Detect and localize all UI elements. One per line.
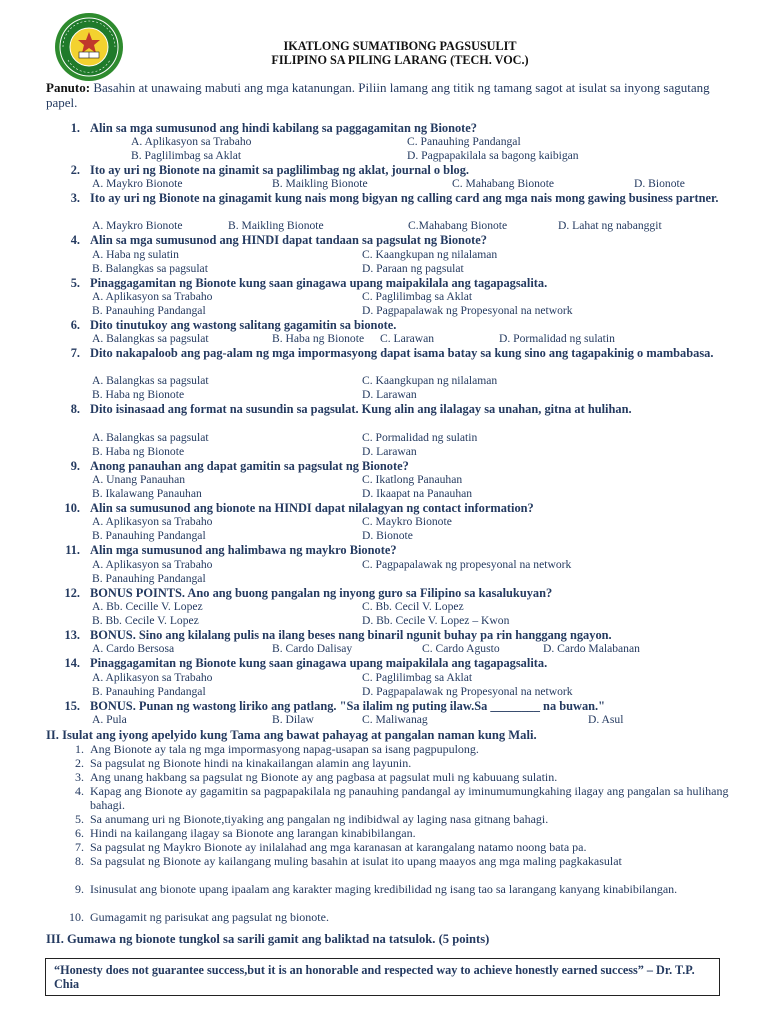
answer-option: A. Balangkas sa pagsulat: [92, 332, 209, 345]
answer-option: D. Bionote: [362, 529, 413, 542]
directions-label: Panuto:: [46, 80, 91, 95]
question-number: 11.: [65, 543, 80, 557]
answer-option: C. Bb. Cecil V. Lopez: [362, 600, 464, 613]
answer-option: C. Kaangkupan ng nilalaman: [362, 374, 498, 387]
answer-option: D. Bb. Cecile V. Lopez – Kwon: [362, 614, 510, 627]
answer-option: B. Bb. Cecile V. Lopez: [92, 614, 199, 627]
question-number: 4.: [70, 233, 80, 247]
question-stem: Alin sa mga sumusunod ang HINDI dapat tandaan sa pagsulat ng Bionote?: [90, 233, 487, 247]
answer-option: A. Balangkas sa pagsulat: [92, 431, 209, 444]
answer-option: D. Lahat ng nabanggit: [558, 219, 662, 232]
answer-option: C. Pagpapalawak ng propesyonal na network: [362, 558, 572, 571]
statement-text: Hindi na kailangang ilagay sa Bionote ang larangan kinabibilangan.: [90, 826, 416, 840]
answer-option: A. Aplikasyon sa Trabaho: [92, 515, 213, 528]
answer-option: A. Bb. Cecille V. Lopez: [92, 600, 203, 613]
answer-option: C. Panauhing Pandangal: [407, 135, 521, 148]
directions: [46, 80, 736, 110]
answer-option: A. Maykro Bionote: [92, 177, 183, 190]
section-3-heading: III. Gumawa ng bionote tungkol sa sarili gamit ang baliktad na tatsulok. (5 points): [46, 932, 490, 946]
directions-text: Basahin at unawaing mabuti ang mga katanungan. Piliin lamang ang titik ng tamang sagot at isulat sa inyong sagutang papel.: [46, 80, 710, 110]
section-2-heading: II. Isulat ang iyong apelyido kung Tama ang bawat pahayag at pangalan naman kung Mali.: [46, 728, 537, 742]
answer-option: D. Asul: [588, 713, 624, 726]
exam-title: IKATLONG SUMATIBONG PAGSUSULIT: [283, 39, 517, 53]
question-stem: Alin mga sumusunod ang halimbawa ng maykro Bionote?: [90, 543, 397, 557]
question-stem: Ito ay uri ng Bionote na ginagamit kung nais mong bigyan ng calling card ang mga nais mong gawing business partner.: [90, 191, 719, 205]
answer-option: A. Aplikasyon sa Trabaho: [92, 290, 213, 303]
answer-option: B. Panauhing Pandangal: [92, 529, 206, 542]
answer-option: A. Aplikasyon sa Trabaho: [92, 558, 213, 571]
statement-text: Sa pagsulat ng Bionote hindi na kinakailangan alamin ang layunin.: [90, 756, 412, 770]
question-stem: Pinaggagamitan ng Bionote kung saan ginagawa upang maipakilala ang tagapagsalita.: [90, 276, 548, 290]
question-stem: Pinaggagamitan ng Bionote kung saan ginagawa upang maipakilala ang tagapagsalita.: [90, 656, 548, 670]
statement-text: Ang Bionote ay tala ng mga impormasyong napag-usapan sa isang pagpupulong.: [90, 742, 479, 756]
question-number: 7.: [70, 346, 80, 360]
school-logo: [54, 12, 124, 82]
question-number: 10.: [64, 501, 80, 515]
answer-option: C. Mahabang Bionote: [452, 177, 555, 190]
answer-option: A. Haba ng sulatin: [92, 248, 179, 261]
answer-option: D. Larawan: [362, 388, 417, 401]
school-seal-icon: [54, 12, 124, 82]
statement-text: Isinusulat ang bionote upang ipaalam ang karakter maging kredibilidad ng isang tao sa larangang kanyang kinabibilangan.: [90, 882, 678, 896]
answer-option: A. Balangkas sa pagsulat: [92, 374, 209, 387]
statement-text: Sa anumang uri ng Bionote,tiyaking ang pangalan ng indibidwal ay laging nasa gitnang bahagi.: [90, 812, 549, 826]
answer-option: A. Maykro Bionote: [92, 219, 183, 232]
answer-option: B. Ikalawang Panauhan: [92, 487, 202, 500]
question-stem: Alin sa sumusunod ang bionote na HINDI dapat nilalagyan ng contact information?: [90, 501, 534, 515]
question-stem: Alin sa mga sumusunod ang hindi kabilang sa paggagamitan ng Bionote?: [90, 121, 477, 135]
statement-number: 7.: [75, 840, 84, 854]
answer-option: B. Haba ng Bionote: [272, 332, 365, 345]
answer-option: C. Paglilimbag sa Aklat: [362, 671, 473, 684]
answer-option: D. Paraan ng pagsulat: [362, 262, 464, 275]
answer-option: D. Pagpapalawak ng Propesyonal na network: [362, 685, 573, 698]
answer-option: A. Cardo Bersosa: [92, 642, 175, 655]
answer-option: D. Pagpapakilala sa bagong kaibigan: [407, 149, 579, 162]
statement-text: Sa pagsulat ng Bionote ay kailangang muling basahin at isulat ito upang maayos ang mga maling pagkakasulat: [90, 854, 622, 868]
answer-option: B. Cardo Dalisay: [272, 642, 353, 655]
exam-header: [200, 40, 600, 67]
statement-text: Gumagamit ng parisukat ang pagsulat ng bionote.: [90, 910, 329, 924]
statement-text: Ang unang hakbang sa pagsulat ng Bionote ay ang pagbasa at pagsulat muli ng kabuuang sulatin.: [90, 770, 558, 784]
question-number: 9.: [70, 459, 80, 473]
answer-option: B. Balangkas sa pagsulat: [92, 262, 208, 275]
statement-number: 3.: [75, 770, 84, 784]
answer-option: C. Maykro Bionote: [362, 515, 452, 528]
question-number: 15.: [64, 699, 80, 713]
statement-number: 5.: [75, 812, 84, 826]
question-stem: BONUS POINTS. Ano ang buong pangalan ng inyong guro sa Filipino sa kasalukuyan?: [90, 586, 553, 600]
question-number: 13.: [64, 628, 80, 642]
answer-option: D. Cardo Malabanan: [543, 642, 640, 655]
statement-number: 10.: [69, 910, 84, 924]
answer-option: A. Unang Panauhan: [92, 473, 186, 486]
answer-option: C.Mahabang Bionote: [408, 219, 508, 232]
question-number: 6.: [70, 318, 80, 332]
answer-option: D. Pagpapalawak ng Propesyonal na network: [362, 304, 573, 317]
exam-subtitle: FILIPINO SA PILING LARANG (TECH. VOC.): [271, 52, 529, 67]
answer-option: D. Pormalidad ng sulatin: [499, 332, 615, 345]
answer-option: C. Kaangkupan ng nilalaman: [362, 248, 498, 261]
answer-option: B. Haba ng Bionote: [92, 388, 185, 401]
question-number: 8.: [70, 402, 80, 416]
answer-option: B. Paglilimbag sa Aklat: [131, 149, 242, 162]
answer-option: D. Ikaapat na Panauhan: [362, 487, 473, 500]
question-number: 14.: [64, 656, 80, 670]
answer-option: B. Haba ng Bionote: [92, 445, 185, 458]
question-number: 5.: [70, 276, 80, 290]
question-stem: BONUS. Sino ang kilalang pulis na ilang beses nang binaril ngunit buhay pa rin hanggang ngayon.: [90, 628, 612, 642]
answer-option: A. Pula: [92, 713, 127, 726]
statement-number: 4.: [75, 784, 84, 798]
question-number: 3.: [70, 191, 80, 205]
answer-option: B. Panauhing Pandangal: [92, 304, 206, 317]
quote-box: [45, 958, 720, 996]
question-stem: Dito isinasaad ang format na susundin sa pagsulat. Kung alin ang ilalagay sa unahan, gitna at hulihan.: [90, 402, 632, 416]
answer-option: B. Panauhing Pandangal: [92, 685, 206, 698]
statement-number: 2.: [75, 756, 84, 770]
statement-number: 1.: [75, 742, 84, 756]
question-number: 1.: [70, 121, 80, 135]
statement-text: Sa pagsulat ng Maykro Bionote ay inilalahad ang mga karanasan at karangalang natamo noong bata pa.: [90, 840, 587, 854]
answer-option: A. Aplikasyon sa Trabaho: [131, 135, 252, 148]
answer-option: B. Maikling Bionote: [228, 219, 324, 232]
question-stem: Dito tinutukoy ang wastong salitang gagamitin sa bionote.: [90, 318, 397, 332]
answer-option: C. Paglilimbag sa Aklat: [362, 290, 473, 303]
answer-option: C. Maliwanag: [362, 713, 428, 726]
answer-option: C. Pormalidad ng sulatin: [362, 431, 478, 444]
answer-option: B. Dilaw: [272, 713, 314, 726]
question-number: 2.: [70, 163, 80, 177]
question-number: 12.: [64, 586, 80, 600]
question-stem: Anong panauhan ang dapat gamitin sa pagsulat ng Bionote?: [90, 459, 409, 473]
question-stem: Dito nakapaloob ang pag-alam ng mga impormasyong dapat isama batay sa kung sino ang tagapakinig o mambabasa.: [90, 346, 714, 360]
answer-option: A. Aplikasyon sa Trabaho: [92, 671, 213, 684]
answer-option: C. Cardo Agusto: [422, 642, 500, 655]
statement-text: Kapag ang Bionote ay gagamitin sa pagpapakilala ng panauhing pandangal ay iminumumungkahing ilagay ang pangalan sa hulihang bahagi.: [90, 784, 729, 812]
quote-text: “Honesty does not guarantee success,but it is an honorable and respected way to achieve honestly earned success” – Dr. T.P. Chia: [54, 963, 695, 991]
answer-option: C. Larawan: [380, 332, 435, 345]
answer-option: B. Maikling Bionote: [272, 177, 368, 190]
question-stem: Ito ay uri ng Bionote na ginamit sa paglilimbag ng aklat, journal o blog.: [90, 163, 470, 177]
answer-option: B. Panauhing Pandangal: [92, 572, 206, 585]
question-stem: BONUS. Punan ng wastong liriko ang patlang. "Sa ilalim ng puting ilaw.Sa ________ na buwan.": [90, 699, 606, 713]
answer-option: D. Bionote: [634, 177, 685, 190]
answer-option: D. Larawan: [362, 445, 417, 458]
statement-number: 6.: [75, 826, 84, 840]
answer-option: C. Ikatlong Panauhan: [362, 473, 463, 486]
statement-number: 8.: [75, 854, 84, 868]
statement-number: 9.: [75, 882, 84, 896]
